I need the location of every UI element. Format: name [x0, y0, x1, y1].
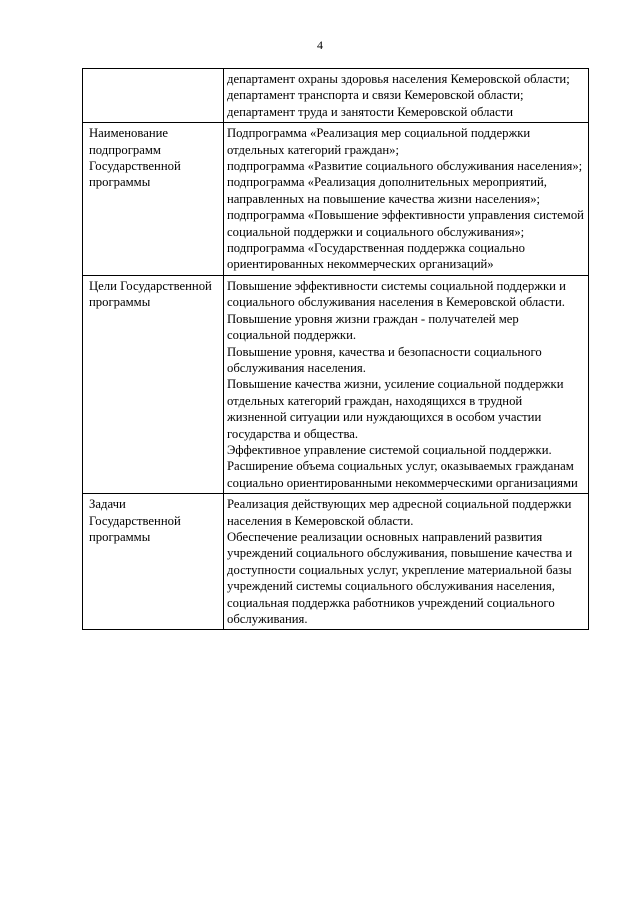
page-number: 4 [317, 38, 323, 52]
content-line: подпрограмма «Государственная поддержка социально ориентированных некоммерческих организаций» [227, 241, 525, 272]
content-line: департамент транспорта и связи Кемеровской области; [227, 88, 524, 103]
content-line: Повышение эффективности системы социальной поддержки и социального обслуживания населения в Кемеровской области. [227, 278, 566, 310]
row-label: Наименование подпрограмм Государственной программы [83, 123, 224, 276]
content-line: Реализация действующих мер адресной социальной поддержки населения в Кемеровской области. [227, 497, 572, 528]
content-line: департамент труда и занятости Кемеровской области [227, 104, 514, 119]
content-line: подпрограмма «Развитие социального обслуживания населения»; [227, 159, 583, 174]
content-line: Расширение объема социальных услуг, оказываемых гражданам социально ориентированными некоммерческими организациями [227, 459, 578, 490]
row-content [224, 123, 589, 276]
table-row-subprograms [83, 123, 589, 276]
program-passport-table [82, 68, 589, 630]
row-label: Цели Государственной программы [83, 275, 224, 493]
content-line: Повышение уровня, качества и безопасности социального обслуживания населения. [227, 344, 542, 375]
content-line: Подпрограмма «Реализация мер социальной поддержки отдельных категорий граждан»; [227, 126, 531, 157]
row-label: Задачи Государственной программы [83, 494, 224, 630]
content-line: департамент охраны здоровья населения Кемеровской области; [227, 72, 570, 86]
row-content [224, 494, 589, 630]
content-line: подпрограмма «Реализация дополнительных мероприятий, направленных на повышение качества жизни населения»; [227, 175, 547, 206]
table-row-goals [83, 275, 589, 493]
content-line: Повышение уровня жизни граждан - получателей мер социальной поддержки. [227, 311, 519, 343]
table-row-departments [83, 69, 589, 123]
content-line: Обеспечение реализации основных направлений развития учреждений социального обслуживания, повышение качества и доступности социальных услуг, укрепление материальной базы учреждений системы социального обслуживания населения, социальная поддержка работников учреждений социального обслуживания. [227, 529, 573, 626]
row-content [224, 69, 589, 123]
table-row-tasks [83, 494, 589, 630]
row-content [224, 275, 589, 493]
row-label [83, 69, 224, 123]
content-line: Эффективное управление системой социальной поддержки. [227, 442, 552, 457]
content-line: подпрограмма «Повышение эффективности управления системой социальной поддержки и социального обслуживания»; [227, 208, 584, 239]
content-line: Повышение качества жизни, усиление социальной поддержки отдельных категорий граждан, находящихся в трудной жизненной ситуации или нуждающихся в особом участии государства и общества. [227, 377, 564, 441]
